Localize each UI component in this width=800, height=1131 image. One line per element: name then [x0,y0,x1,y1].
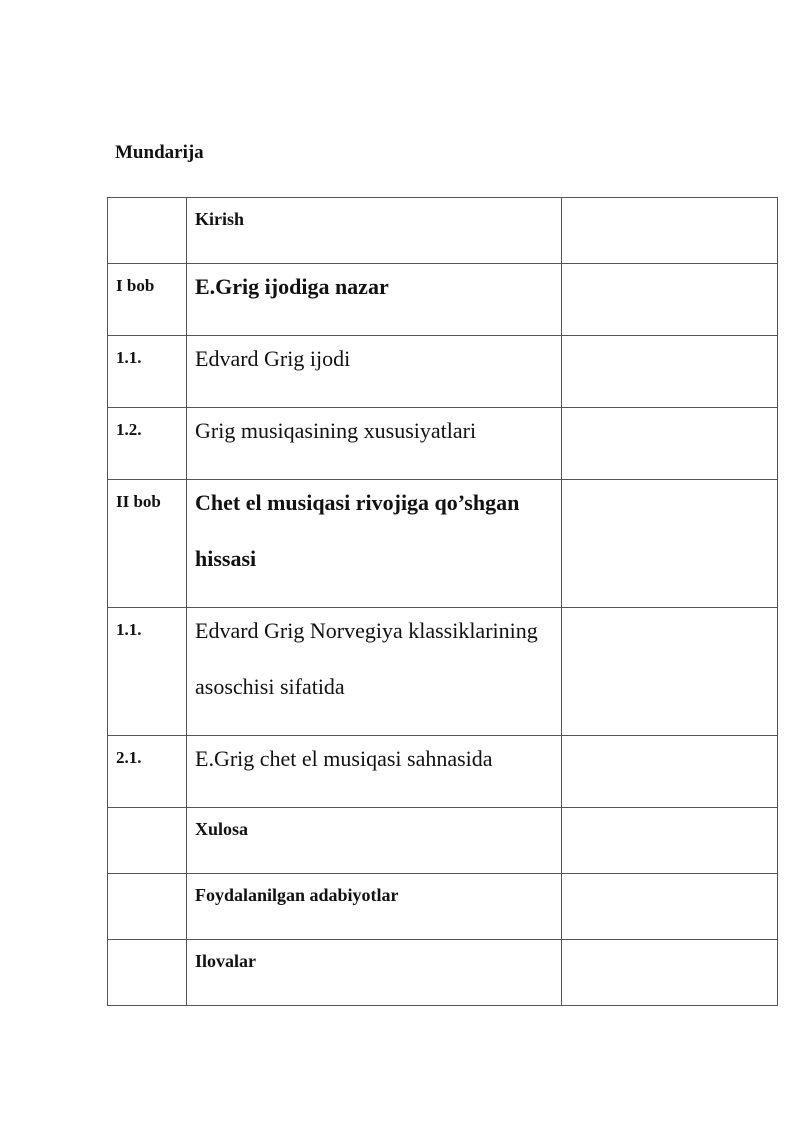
toc-title: Chet el musiqasi rivojiga qo’shgan hissasi [195,490,520,571]
toc-row-section [108,736,778,808]
toc-row-chapter-2 [108,480,778,608]
toc-page-cell [562,608,778,736]
toc-title: Ilovalar [195,951,256,971]
toc-row-conclusion [108,808,778,874]
toc-number [108,874,187,940]
toc-page-cell [562,336,778,408]
toc-row-section [108,408,778,480]
toc-row-references [108,874,778,940]
toc-number [108,198,187,264]
toc-title: E.Grig ijodiga nazar [195,274,389,299]
toc-page-cell [562,198,778,264]
toc-number: 1.1. [108,336,187,408]
toc-row-appendices [108,940,778,1006]
toc-page-cell [562,940,778,1006]
toc-page-cell [562,736,778,808]
toc-number: 1.1. [108,608,187,736]
toc-title: Kirish [195,209,245,229]
table-of-contents [107,197,778,1006]
toc-number: 2.1. [108,736,187,808]
toc-row-chapter-1 [108,264,778,336]
toc-title: Foydalanilgan adabiyotlar [195,885,399,905]
toc-number: I bob [108,264,187,336]
toc-page-cell [562,408,778,480]
toc-number: 1.2. [108,408,187,480]
toc-number [108,808,187,874]
toc-title: Edvard Grig Norvegiya klassiklarining asoschisi sifatida [195,618,538,699]
toc-page-cell [562,480,778,608]
toc-row-introduction [108,198,778,264]
toc-page-cell [562,808,778,874]
toc-row-section [108,336,778,408]
toc-title: Edvard Grig ijodi [195,346,351,371]
page-title: Mundarija [115,142,204,163]
toc-title: E.Grig chet el musiqasi sahnasida [195,746,493,771]
toc-page-cell [562,264,778,336]
toc-row-section [108,608,778,736]
toc-page-cell [562,874,778,940]
toc-title: Grig musiqasining xususiyatlari [195,418,477,443]
toc-number [108,940,187,1006]
toc-number: II bob [108,480,187,608]
toc-title: Xulosa [195,819,249,839]
